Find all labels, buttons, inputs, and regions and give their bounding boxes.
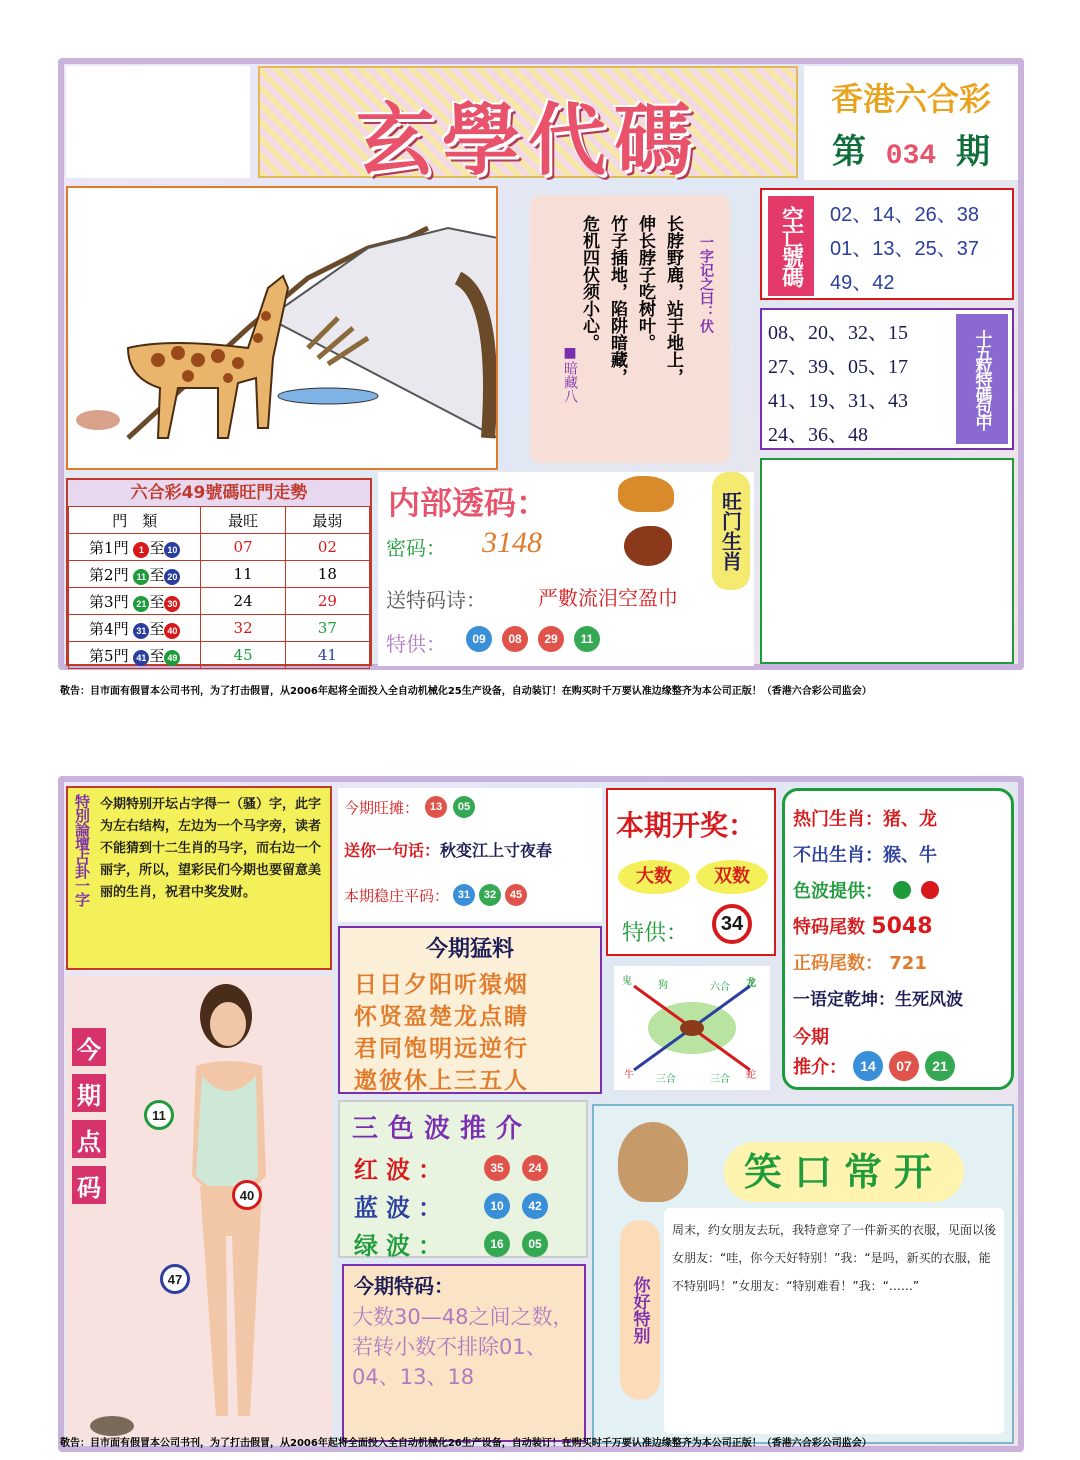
draw-tag-big: 大数 bbox=[618, 860, 690, 894]
number-ball: 16 bbox=[484, 1231, 510, 1257]
sentence-row bbox=[344, 838, 552, 861]
joke-text: 周末，约女朋友去玩，我特意穿了一件新买的衣服，见面以後女朋友：“哇，你今天好特别！”我：“是吗，新买的衣服，能不特别吗！”女朋友：“特别难看！”我：“……” bbox=[664, 1208, 1004, 1434]
number-ball: 31 bbox=[453, 884, 475, 906]
hot-value: 生死风波 bbox=[895, 990, 963, 1010]
range-ball: 20 bbox=[164, 569, 180, 585]
number-ball: 11 bbox=[574, 626, 600, 652]
bottom-notice: 敬告：目市面有假冒本公司书刊，为了打击假冒，从2006年起将全面投入全自动机械化26生产设备，自动装订！在购买时千万要认准边缘整齐为本公司正版！（香港六合彩公司监会） bbox=[60, 1438, 872, 1449]
compass-label: 牛 bbox=[624, 1070, 634, 1081]
special-balls bbox=[466, 626, 600, 652]
table-row: 第1門 1 至 10 07 02 bbox=[69, 534, 370, 561]
monkey-icon bbox=[618, 1122, 688, 1202]
poem-line-2: 伸长脖子吃树叶。 bbox=[635, 215, 655, 351]
hot-label: 热门生肖： bbox=[793, 809, 883, 830]
table-row: 第5門 41 至 49 45 41 bbox=[69, 642, 370, 669]
password-value: 3148 bbox=[482, 526, 542, 559]
flat-label: 本期稳庄平码： bbox=[344, 886, 450, 905]
hot-value: 07 bbox=[201, 534, 285, 561]
brand-name: 香港六合彩 bbox=[830, 80, 991, 118]
range-ball: 1 bbox=[133, 542, 149, 558]
door-label: 第5門 bbox=[89, 646, 129, 665]
vertical-char: 点 bbox=[72, 1120, 106, 1158]
fierce-line-3: 君同饱明远逆行 bbox=[354, 1036, 529, 1062]
vertical-char: 码 bbox=[72, 1166, 106, 1204]
header-cold: 最弱 bbox=[285, 507, 369, 534]
trend-table-title: 六合彩49號碼旺門走勢 bbox=[68, 480, 370, 506]
trend-table-box bbox=[66, 478, 372, 666]
draw-tag-even: 双数 bbox=[696, 860, 768, 894]
waves-title: 三色波推介 bbox=[352, 1114, 533, 1144]
dot-ball: 47 bbox=[160, 1264, 190, 1294]
hot-row bbox=[793, 913, 933, 939]
draw-title: 本期开奖： bbox=[616, 809, 757, 842]
poem-scroll bbox=[530, 195, 730, 463]
dot-ball: 11 bbox=[144, 1100, 174, 1130]
kongwang-label: 空亡號碼 bbox=[768, 196, 814, 296]
issue-suffix: 期 bbox=[956, 132, 991, 172]
issue-line bbox=[804, 124, 1018, 173]
kongwang-line-1: 02、14、26、38 bbox=[830, 204, 979, 226]
fifteen-line-1: 08、20、32、15 bbox=[768, 322, 908, 344]
number-ball: 05 bbox=[453, 796, 475, 818]
joke-side-label: 你好特别 bbox=[620, 1220, 660, 1400]
vertical-char: 期 bbox=[72, 1074, 106, 1112]
fifteen-box bbox=[760, 308, 1014, 450]
range-ball: 40 bbox=[164, 623, 180, 639]
special-text: 大数30—48之间之数，若转小数不排除01、04、13、18 bbox=[352, 1305, 574, 1389]
range-ball: 11 bbox=[133, 569, 149, 585]
info-box bbox=[338, 788, 602, 922]
poem-line-3: 竹子插地，陷阱暗藏， bbox=[607, 215, 627, 385]
fifteen-line-3: 41、19、31、43 bbox=[768, 390, 908, 412]
kongwang-line-3: 49、42 bbox=[830, 272, 895, 294]
dot-ball: 40 bbox=[232, 1180, 262, 1210]
hot-value: 猪、龙 bbox=[883, 809, 937, 830]
range-ball: 21 bbox=[133, 596, 149, 612]
hot-label: 特码尾数 bbox=[793, 917, 865, 938]
recommend-label-1: 今期 bbox=[793, 1027, 829, 1048]
giraffe-drawing bbox=[68, 188, 496, 468]
number-ball: 29 bbox=[538, 626, 564, 652]
trend-table bbox=[68, 506, 370, 669]
hot-row bbox=[793, 949, 927, 975]
number-ball: 05 bbox=[522, 1231, 548, 1257]
kongwang-box bbox=[760, 188, 1014, 300]
inner-title: 内部透码： bbox=[388, 484, 549, 522]
green-dot bbox=[893, 881, 911, 899]
number-ball: 45 bbox=[505, 884, 527, 906]
draw-special-ball: 34 bbox=[712, 904, 752, 944]
hot-box bbox=[782, 788, 1014, 1090]
hot-value: 32 bbox=[201, 615, 285, 642]
joke-title: 笑口常开 bbox=[724, 1142, 964, 1202]
compass-label: 三合 bbox=[656, 1074, 676, 1085]
wangmen-label: 旺门生肖 bbox=[712, 472, 750, 590]
cold-value: 37 bbox=[285, 615, 369, 642]
hot-row bbox=[793, 805, 937, 831]
number-ball: 13 bbox=[425, 796, 447, 818]
number-ball: 09 bbox=[466, 626, 492, 652]
number-ball: 32 bbox=[479, 884, 501, 906]
fierce-title: 今期猛料 bbox=[425, 937, 514, 962]
compass-label: 三合 bbox=[710, 1074, 730, 1085]
top-blank-box bbox=[760, 458, 1014, 664]
kongwang-line-2: 01、13、25、37 bbox=[830, 238, 979, 260]
red-dot bbox=[921, 881, 939, 899]
wangtou-label: 今期旺摊： bbox=[344, 798, 420, 817]
draw-special-label: 特供： bbox=[622, 921, 689, 946]
hot-value: 5048 bbox=[871, 914, 933, 939]
page-title: 玄學代碼 bbox=[355, 95, 700, 186]
number-ball: 35 bbox=[484, 1155, 510, 1181]
number-ball: 07 bbox=[889, 1051, 919, 1081]
recommend-label-2: 推介： bbox=[793, 1057, 847, 1078]
cold-value: 02 bbox=[285, 534, 369, 561]
cold-value: 18 bbox=[285, 561, 369, 588]
draw-box bbox=[606, 788, 776, 956]
title-banner bbox=[258, 66, 798, 186]
forum-label: 特別論壇占卦一字 bbox=[73, 794, 91, 906]
door-label: 第4門 bbox=[89, 619, 129, 638]
joke-box bbox=[592, 1104, 1014, 1444]
hot-value: 45 bbox=[201, 642, 285, 669]
cold-value: 41 bbox=[285, 642, 369, 669]
door-label: 第1門 bbox=[89, 538, 129, 557]
hot-row bbox=[793, 985, 963, 1010]
top-blank-corner bbox=[66, 66, 250, 178]
fifteen-label: 十五粒特碼包中 bbox=[956, 314, 1008, 444]
door-label: 第3門 bbox=[89, 592, 129, 611]
inner-code-box bbox=[378, 472, 754, 666]
issue-prefix: 第 bbox=[831, 132, 866, 172]
hot-value: 11 bbox=[201, 561, 285, 588]
wave-row bbox=[354, 1226, 548, 1261]
poem-text: 严數流泪空盈巾 bbox=[538, 586, 678, 610]
range-ball: 30 bbox=[164, 596, 180, 612]
wave-label: 红波： bbox=[354, 1156, 450, 1184]
wangtou-row bbox=[344, 796, 475, 818]
poem-heading: 一字记之曰：伏 bbox=[698, 235, 714, 333]
fifteen-line-4: 24、36、48 bbox=[768, 424, 868, 446]
header-door: 門 類 bbox=[69, 507, 201, 534]
special-title: 今期特码： bbox=[354, 1274, 454, 1298]
range-ball: 41 bbox=[133, 650, 149, 666]
issue-number: 034 bbox=[885, 141, 937, 172]
table-row: 第3門 21 至 30 24 29 bbox=[69, 588, 370, 615]
header-hot: 最旺 bbox=[201, 507, 285, 534]
table-row: 第4門 31 至 40 32 37 bbox=[69, 615, 370, 642]
wave-row bbox=[354, 1188, 548, 1223]
hot-label: 色波提供： bbox=[793, 881, 883, 902]
cold-value: 29 bbox=[285, 588, 369, 615]
compass-label: 狗 bbox=[658, 980, 668, 991]
hot-row bbox=[793, 877, 939, 903]
compass-label: 鬼 bbox=[622, 976, 632, 987]
compass-box bbox=[614, 966, 770, 1090]
hot-label: 正码尾数： bbox=[793, 953, 883, 974]
special-label: 特供： bbox=[386, 632, 446, 656]
poem-tag: ■暗藏八 bbox=[562, 345, 578, 403]
rooster-icon bbox=[624, 526, 672, 566]
number-ball: 14 bbox=[853, 1051, 883, 1081]
flat-row bbox=[344, 884, 527, 906]
range-ball: 31 bbox=[133, 623, 149, 639]
number-ball: 10 bbox=[484, 1193, 510, 1219]
issue-box bbox=[804, 66, 1018, 180]
number-ball: 42 bbox=[522, 1193, 548, 1219]
hot-label: 一语定乾坤： bbox=[793, 990, 895, 1010]
recommend-row bbox=[793, 1051, 955, 1081]
compass-label: 龙 bbox=[746, 978, 756, 989]
number-ball: 24 bbox=[522, 1155, 548, 1181]
top-notice: 敬告：目市面有假冒本公司书刊，为了打击假冒，从2006年起将全面投入全自动机械化25生产设备，自动装订！在购买时千万要认准边缘整齐为本公司正版！（香港六合彩公司监会） bbox=[60, 686, 872, 697]
table-row: 第2門 11 至 20 11 18 bbox=[69, 561, 370, 588]
range-ball: 10 bbox=[164, 542, 180, 558]
number-ball: 08 bbox=[502, 626, 528, 652]
sentence-label: 送你一句话： bbox=[344, 841, 441, 860]
wave-label: 蓝波： bbox=[354, 1194, 450, 1222]
poem-line-1: 长脖野鹿，站于地上， bbox=[663, 215, 683, 385]
poem-line-4: 危机四伏须小心。 bbox=[579, 215, 599, 351]
compass-label: 六合 bbox=[710, 982, 730, 993]
hot-label: 不出生肖： bbox=[793, 845, 883, 866]
figure-panel bbox=[66, 976, 332, 1444]
fifteen-line-2: 27、39、05、17 bbox=[768, 356, 908, 378]
fierce-line-4: 遨彼休上三五人 bbox=[354, 1068, 529, 1094]
door-label: 第2門 bbox=[89, 565, 129, 584]
fierce-line-1: 日日夕阳听猿烟 bbox=[354, 972, 529, 998]
hot-value: 猴、牛 bbox=[883, 845, 937, 866]
hot-value: 721 bbox=[889, 953, 927, 974]
giraffe-illustration bbox=[66, 186, 498, 470]
trend-table-header bbox=[69, 507, 370, 534]
special-box bbox=[342, 1264, 586, 1442]
fierce-line-2: 怀贤盈楚龙点睛 bbox=[354, 1004, 529, 1030]
hot-value: 24 bbox=[201, 588, 285, 615]
fierce-box bbox=[338, 926, 602, 1094]
forum-box bbox=[66, 786, 332, 970]
vertical-char: 今 bbox=[72, 1028, 106, 1066]
password-label: 密码： bbox=[386, 536, 446, 560]
sentence-value: 秋变江上寸夜春 bbox=[440, 841, 553, 860]
wave-label: 绿波： bbox=[354, 1232, 450, 1260]
hot-row bbox=[793, 841, 937, 867]
tiger-icon bbox=[618, 476, 674, 512]
wave-row bbox=[354, 1150, 548, 1185]
waves-box bbox=[338, 1100, 588, 1258]
forum-text: 今期特别开坛占字得一（骚）字，此字为左右结构，左边为一个马字旁，读者不能猜到十二生肖的马字，而右边一个丽字，所以，望彩民们今期也要留意美丽的生肖，祝君中奖发财。 bbox=[100, 797, 322, 900]
poem-label: 送特码诗： bbox=[386, 588, 486, 612]
figure-illustration bbox=[66, 976, 332, 1444]
compass-label: 蛇 bbox=[746, 1070, 756, 1081]
range-ball: 49 bbox=[164, 650, 180, 666]
number-ball: 21 bbox=[925, 1051, 955, 1081]
